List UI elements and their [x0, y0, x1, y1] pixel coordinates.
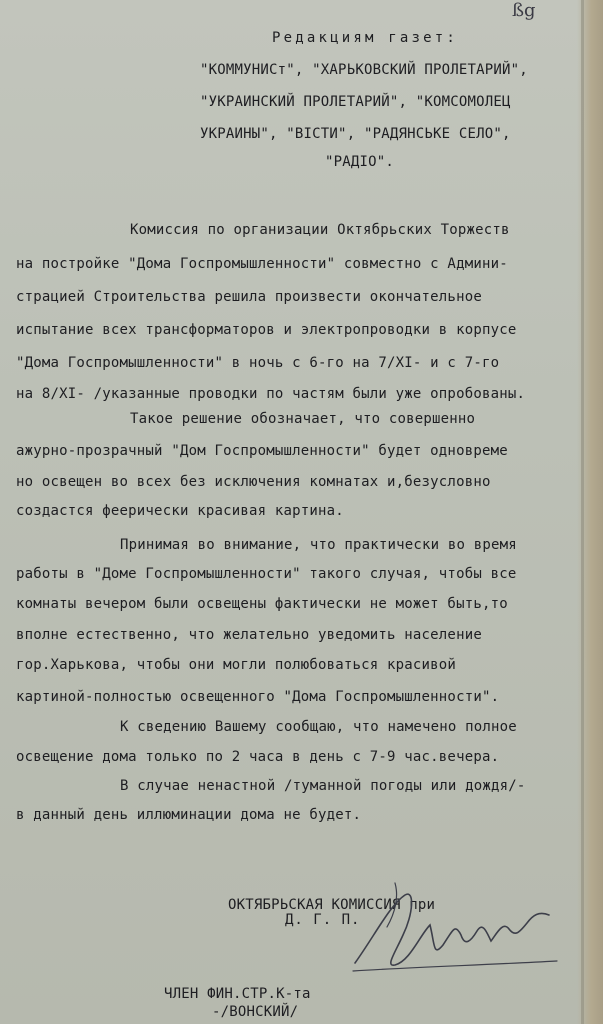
- body-line-11: Принимая во внимание, что практически во время: [120, 537, 517, 553]
- member-name: -/ВОНСКИЙ/: [212, 1004, 299, 1020]
- body-line-9: но освещен во всех без исключения комнатах и,безусловно: [16, 474, 491, 490]
- body-line-10: создастся феерически красивая картина.: [16, 503, 344, 519]
- signature-org-abbrev: Д. Г. П.: [285, 912, 361, 928]
- body-line-17: К сведению Вашему сообщаю, что намечено полное: [120, 719, 517, 735]
- body-line-16: картиной-полностью освещенного "Дома Госпромышленности".: [16, 689, 500, 705]
- addressee-line-1: Редакциям газет:: [272, 30, 459, 46]
- body-line-12: работы в "Доме Госпромышленности" такого случая, чтобы все: [16, 566, 517, 582]
- body-line-15: гор.Харькова, чтобы они могли полюбоваться красивой: [16, 657, 457, 673]
- member-title: ЧЛЕН ФИН.СТР.К-та: [164, 986, 311, 1002]
- body-line-1: Комиссия по организации Октябрьских Торжеств: [130, 222, 510, 238]
- body-line-6: на 8/XI- /указанные проводки по частям были уже опробованы.: [16, 386, 526, 402]
- body-line-7: Такое решение обозначает, что совершенно: [130, 411, 476, 427]
- body-line-13: комнаты вечером были освещены фактически не может быть,то: [16, 596, 508, 612]
- body-line-2: на постройке "Дома Госпромышленности" совместно с Админи-: [16, 256, 508, 272]
- page-fold-line: [581, 0, 584, 1024]
- body-line-18: освещение дома только по 2 часа в день с 7-9 час.вечера.: [16, 749, 500, 765]
- addressee-line-5: "РАДІО".: [325, 154, 395, 170]
- handwritten-signature: [335, 875, 565, 985]
- body-line-5: "Дома Госпромышленности" в ночь с 6-го на 7/XI- и с 7-го: [16, 355, 500, 371]
- body-line-3: страцией Строительства решила произвести окончательное: [16, 289, 482, 305]
- addressee-line-2: "КОММУНИСт", "ХАРЬКОВСКИЙ ПРОЛЕТАРИЙ",: [200, 62, 528, 78]
- body-line-8: ажурно-прозрачный "Дом Госпромышленности" будет одновреме: [16, 443, 508, 459]
- addressee-line-3: "УКРАИНСКИЙ ПРОЛЕТАРИЙ", "КОМСОМОЛЕЦ: [200, 94, 511, 110]
- body-line-4: испытание всех трансформаторов и электропроводки в корпусе: [16, 322, 517, 338]
- body-line-19: В случае ненастной /туманной погоды или дождя/-: [120, 778, 526, 794]
- addressee-line-4: УКРАИНЫ", "ВІСТИ", "РАДЯНСЬКЕ СЕЛО",: [200, 126, 511, 142]
- body-line-20: в данный день иллюминации дома не будет.: [16, 807, 362, 823]
- body-line-14: вполне естественно, что желательно уведомить население: [16, 627, 482, 643]
- corner-handwritten-mark: ßg: [512, 0, 536, 21]
- signature-org-line: ОКТЯБРЬСКАЯ КОМИССИЯ при: [228, 897, 436, 913]
